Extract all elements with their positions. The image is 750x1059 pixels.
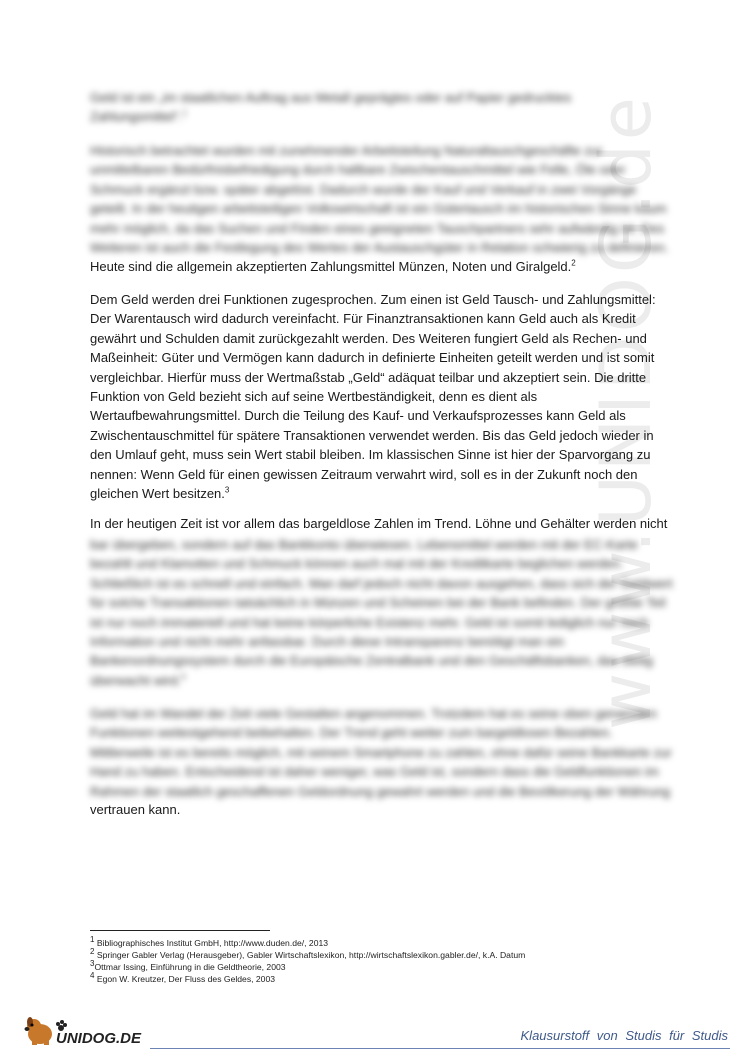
text-line: Geld ist ein „im staatlichen Auftrag aus Metall geprägtes oder auf Papier gedrucktes [90, 90, 572, 105]
text-line: Schmuck ergänzt bzw. später abgelöst. Dadurch wurde der Kauf und Verkauf in zwei Vorgänge [90, 181, 637, 197]
text-line: Funktionen weitestgehend beibehalten. Der Trend geht weiter zum bargeldlosen Bezahlen. [90, 725, 613, 741]
text-line: nennen: Wenn Geld für einen gewissen Zeitraum verwahrt wird, soll es in der Zukunft noch den [90, 466, 638, 482]
functions-paragraph [90, 290, 660, 503]
slogan: Klausurstoff von Studis für Studis [520, 1028, 728, 1043]
text-line: Schließlich ist es schnell und einfach. Man darf jedoch nicht davon ausgehen, dass sich der Geldwert [90, 575, 673, 591]
intro-paragraph [90, 88, 660, 127]
text-line: mehr möglich, da das Suchen und Finden eines geeigneten Tauschpartners sehr aufwändig ist. Des [90, 220, 665, 236]
history-last-line [90, 257, 660, 276]
text-line: den Umlauf geht, muss sein Wert stabil bleiben. Im klassischen Sinne ist hier der Sparvorgang zu [90, 447, 651, 463]
text-line: Information und nicht mehr anfassbar. Durch diese Intransparenz benötigt man ein [90, 634, 565, 650]
footnote-ref: 3 [224, 485, 230, 495]
text-line: Maßeinheit: Güter und Vermögen kann dadurch in definierte Einheiten geteilt werden und ist somit [90, 350, 655, 366]
text-line: Bankenordnungssystem durch die Europäische Zentralbank und den Geschäftsbanken, das stetig [90, 653, 653, 669]
footnote: $^3$Ottmar Issing, Einführung in die Geldtheorie, 2003 [90, 959, 286, 972]
text-line: für solche Transaktionen tatsächlich in Münzen und Scheinen bei der Bank befinden. Der größte Teil [90, 595, 666, 611]
dog-icon [22, 1010, 162, 1050]
footnote-ref: 2 [571, 258, 576, 268]
text-line: Geld hat im Wandel der Zeit viele Gestalten angenommen. Trotzdem hat es seine oben genannten [90, 706, 657, 721]
footnote: $^1$ Bibliographisches Institut GmbH, http://www.duden.de/, 2013 [90, 935, 329, 948]
text-line: geteilt. In der heutigen arbeitsteiligen Volkswirtschaft ist ein Gütertausch im historischen Sinne kaum [90, 201, 667, 217]
text-line: gleichen Wert besitzen. [90, 486, 225, 502]
conclusion-last-line [90, 800, 660, 819]
cashless-first-line [90, 514, 668, 533]
text-line: bar übergeben, sondern auf das Bankkonto überwiesen. Lebensmittel werden mit der EC-Karte [90, 537, 638, 552]
text-line: Heute sind die allgemein akzeptierten Zahlungsmittel Münzen, Noten und Giralgeld. [90, 259, 572, 274]
watermark: www.UNIDOG.de [585, 93, 667, 730]
text-line: Hand zu haben. Entscheidend ist daher weniger, was Geld ist, sondern dass die Geldfunktionen im [90, 764, 659, 780]
text-line: Wertaufbewahrungsmittel. Durch die Teilung des Kauf- und Verkaufsprozesses kann Geld als [90, 408, 626, 424]
text-line: ist nur noch immateriell und hat keine körperliche Existenz mehr. Geld ist somit lediglich nur noch [90, 614, 649, 630]
text-line: bezahlt und Klamotten und Schmuck können auch mal mit der Kreditkarte beglichen werden. [90, 556, 624, 572]
footer-line [150, 1048, 730, 1049]
text-line: gewährt und Schulden damit zurückgezahlt werden. Des Weiteren fungiert Geld als Rechen- und [90, 330, 647, 346]
text-line: unmittelbaren Bedürfnisbefriedigung durch haltbare Zwischentauschmittel wie Felle, Öle oder [90, 162, 626, 178]
history-paragraph [90, 141, 669, 257]
conclusion-paragraph [90, 704, 672, 801]
text-line: vergleichbar. Hierfür muss der Wertmaßstab „Geld“ adäquat teilbar und akzeptiert sein. Die dritte [90, 369, 647, 385]
text-line: vertrauen kann. [90, 802, 181, 817]
text-line: Funktion von Geld bezieht sich auf seine Wertbeständigkeit, denn es dient als [90, 389, 538, 405]
text-line: Dem Geld werden drei Funktionen zugesprochen. Zum einen ist Geld Tausch- und Zahlungsmittel: [90, 292, 656, 307]
text-line: Historisch betrachtet wurden mit zunehmender Arbeitsteilung Naturaltauschgeschäfte zur [90, 143, 603, 158]
text-line: Weiteren ist auch die Festlegung des Wertes der Austauschgüter in Relation schwierig zu definieren. [90, 240, 669, 256]
footnote-divider [90, 930, 270, 931]
text-line: In der heutigen Zeit ist vor allem das bargeldlose Zahlen im Trend. Löhne und Gehälter werden nicht [90, 516, 668, 531]
logo-text: UNIDOG.DE [56, 1030, 142, 1047]
cashless-paragraph: bar übergeben, sondern auf das Bankkonto überwiesen. Lebensmittel werden mit der EC-Karte bezahlt und Klamotten und Schmuck können auch mal mit der Kreditkarte beglichen werden. Schließlich ist es schnell und einfach. Man darf jedoch nicht davon ausgehen, dass sich der Geldwert für solche Transaktionen tatsächlich in Münzen und Scheinen bei der Bank befinden. Der größte Teil ist nur noch immateriell und hat keine körperliche Existenz mehr. Geld ist somit lediglich nur noch Information und nicht mehr anfassbar. Durch diese Intransparenz benötigt man ein Bankenordnungssystem durch die Europäische Zentralbank und den Geschäftsbanken, das stetig überwacht wird.$^4$ [90, 537, 673, 688]
unidog-logo[interactable] [22, 1010, 162, 1050]
text-line: überwacht wird. [90, 672, 182, 688]
text-line: Der Warentausch wird dadurch vereinfacht. Für Finanztransaktionen kann Geld auch als Kredit [90, 311, 636, 327]
text-line: Zahlungsmittel“.$^1$ [90, 109, 187, 125]
footnote: $^2$ Springer Gabler Verlag (Herausgeber), Gabler Wirtschaftslexikon, http://wirtschaftslexikon.gabler.de/, k.A. Datum [90, 947, 526, 960]
footnotes [90, 937, 670, 985]
text-line: Rahmen der staatlich geschaffenen Geldordnung gewahrt werden und die Bevölkerung der Währung [90, 783, 671, 799]
text-line: Zwischentauschmittel für spätere Transaktionen verwendet werden. Bis das Geld jedoch wieder in [90, 427, 654, 443]
text-line: Mittlerweile ist es bereits möglich, mit seinem Smartphone zu zahlen, ohne dafür seine Bankkarte zur [90, 744, 672, 760]
footnote: $^4$ Egon W. Kreutzer, Der Fluss des Geldes, 2003 [90, 971, 276, 984]
